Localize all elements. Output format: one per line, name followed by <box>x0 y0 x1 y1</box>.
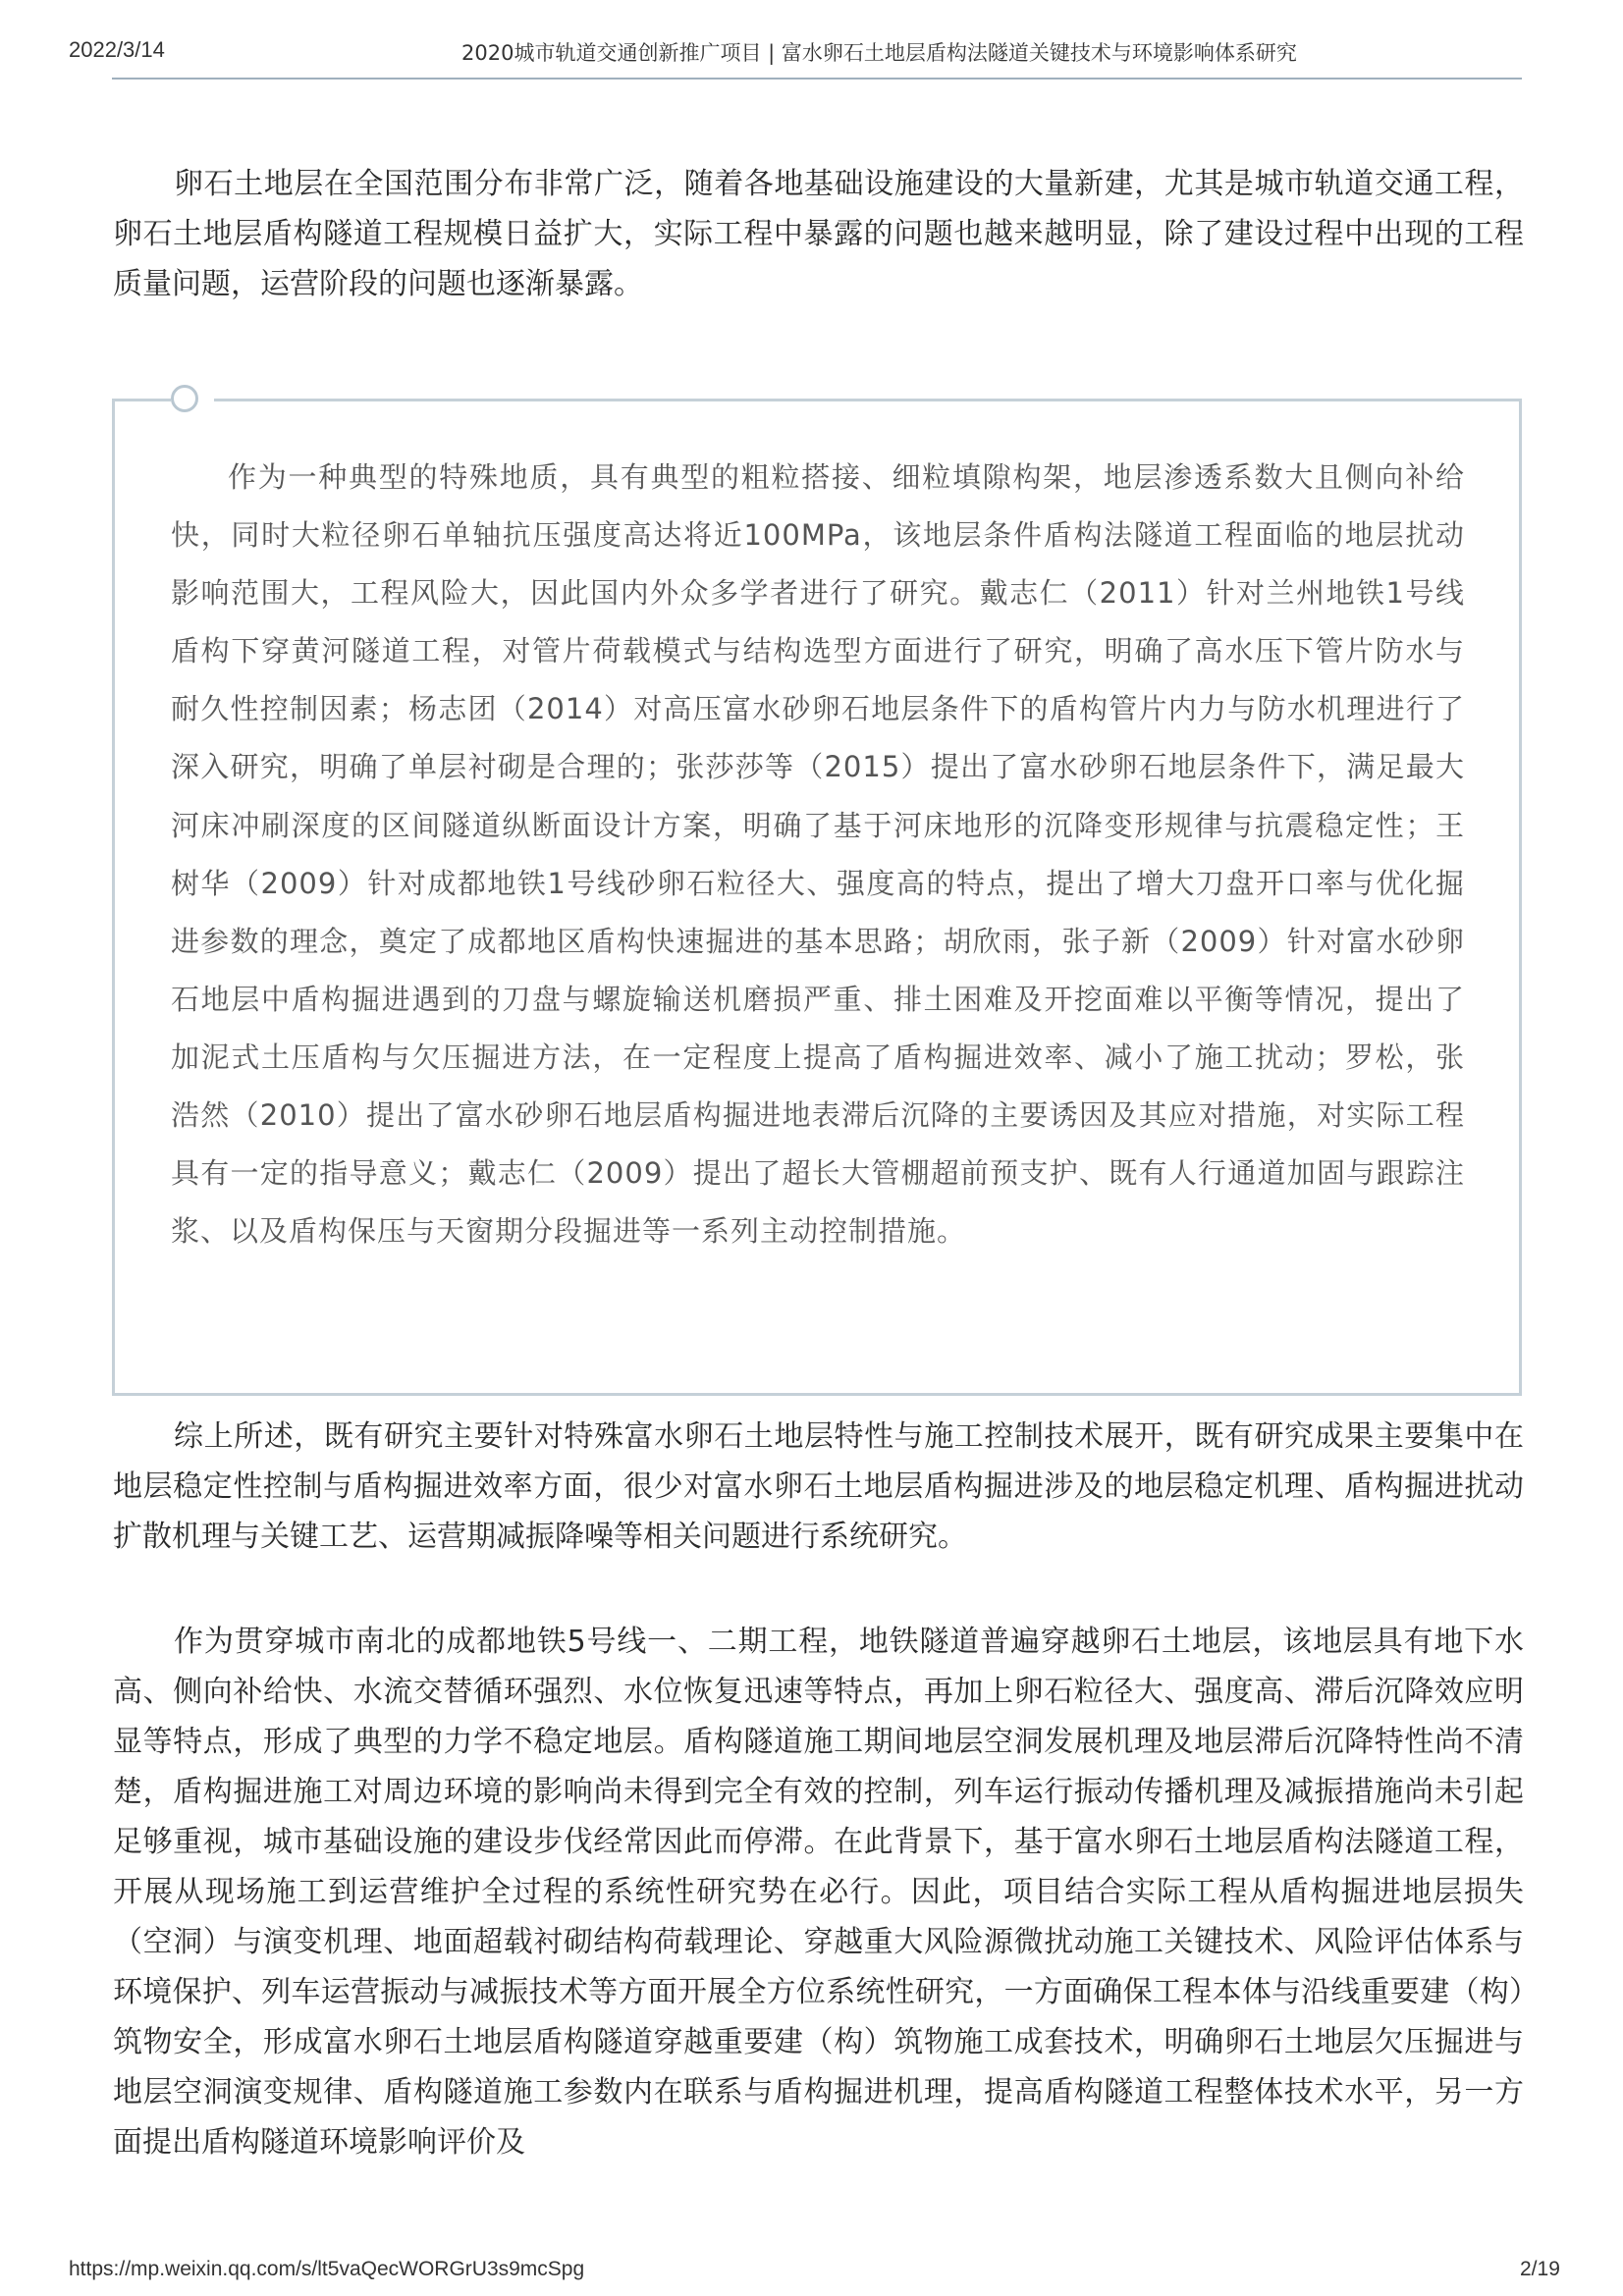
circle-icon <box>171 385 198 412</box>
page-title: 2020城市轨道交通创新推广项目 | 富水卵石土地层盾构法隧道关键技术与环境影响体系研究 <box>461 41 1297 65</box>
intro-paragraph: 卵石土地层在全国范围分布非常广泛，随着各地基础设施建设的大量新建，尤其是城市轨道交通工程，卵石土地层盾构隧道工程规模日益扩大，实际工程中暴露的问题也越来越明显，除了建设过程中出现的工程质量问题，运营阶段的问题也逐渐暴露。 <box>113 167 1524 301</box>
quote-paragraph: 作为一种典型的特殊地质，具有典型的粗粒搭接、细粒填隙构架，地层渗透系数大且侧向补给快，同时大粒径卵石单轴抗压强度高达将近100MPa，该地层条件盾构法隧道工程面临的地层扰动影响范围大，工程风险大，因此国内外众多学者进行了研究。戴志仁（2011）针对兰州地铁1号线盾构下穿黄河隧道工程，对管片荷载模式与结构选型方面进行了研究，明确了高水压下管片防水与耐久性控制因素；杨志团（2014）对高压富水砂卵石地层条件下的盾构管片内力与防水机理进行了深入研究，明确了单层衬砌是合理的；张莎莎等（2015）提出了富水砂卵石地层条件下，满足最大河床冲刷深度的区间隧道纵断面设计方案，明确了基于河床地形的沉降变形规律与抗震稳定性；王树华（2009）针对成都地铁1号线砂卵石粒径大、强度高的特点，提出了增大刀盘开口率与优化掘进参数的理念，奠定了成都地区盾构快速掘进的基本思路；胡欣雨，张子新（2009）针对富水砂卵石地层中盾构掘进遇到的刀盘与螺旋输送机磨损严重、排土困难及开挖面难以平衡等情况，提出了加泥式土压盾构与欠压掘进方法，在一定程度上提高了盾构掘进效率、减小了施工扰动；罗松，张浩然（2010）提出了富水砂卵石地层盾构掘进地表滞后沉降的主要诱因及其应对措施，对实际工程具有一定的指导意义；戴志仁（2009）提出了超长大管棚超前预支护、既有人行通道加固与跟踪注浆、以及盾构保压与天窗期分段掘进等一系列主动控制措施。 <box>171 460 1465 1249</box>
quote-box-top-left-border <box>112 399 171 401</box>
summary-paragraph: 综上所述，既有研究主要针对特殊富水卵石土地层特性与施工控制技术展开，既有研究成果主要集中在地层稳定性控制与盾构掘进效率方面，很少对富水卵石土地层盾构掘进涉及的地层稳定机理、盾构掘进扰动扩散机理与关键工艺、运营期减振降噪等相关问题进行系统研究。 <box>113 1419 1524 1554</box>
footer-url: https://mp.weixin.qq.com/s/lt5vaQecWORGrU3s9mcSpg <box>69 2258 585 2280</box>
header-divider <box>112 78 1522 80</box>
project-paragraph: 作为贯穿城市南北的成都地铁5号线一、二期工程，地铁隧道普遍穿越卵石土地层，该地层具有地下水高、侧向补给快、水流交替循环强烈、水位恢复迅速等特点，再加上卵石粒径大、强度高、滞后沉降效应明显等特点，形成了典型的力学不稳定地层。盾构隧道施工期间地层空洞发展机理及地层滞后沉降特性尚不清楚，盾构掘进施工对周边环境的影响尚未得到完全有效的控制，列车运行振动传播机理及减振措施尚未引起足够重视，城市基础设施的建设步伐经常因此而停滞。在此背景下，基于富水卵石土地层盾构法隧道工程，开展从现场施工到运营维护全过程的系统性研究势在必行。因此，项目结合实际工程从盾构掘进地层损失（空洞）与演变机理、地面超载衬砌结构荷载理论、穿越重大风险源微扰动施工关键技术、风险评估体系与环境保护、列车运营振动与减振技术等方面开展全方位系统性研究，一方面确保工程本体与沿线重要建（构）筑物安全，形成富水卵石土地层盾构隧道穿越重要建（构）筑物施工成套技术，明确卵石土地层欠压掘进与地层空洞演变规律、盾构隧道施工参数内在联系与盾构掘进机理，提高盾构隧道工程整体技术水平，另一方面提出盾构隧道环境影响评价及 <box>113 1625 1524 2160</box>
print-date: 2022/3/14 <box>69 37 165 62</box>
page-number: 2/19 <box>1520 2258 1560 2280</box>
quote-box-top-border <box>214 399 1522 401</box>
